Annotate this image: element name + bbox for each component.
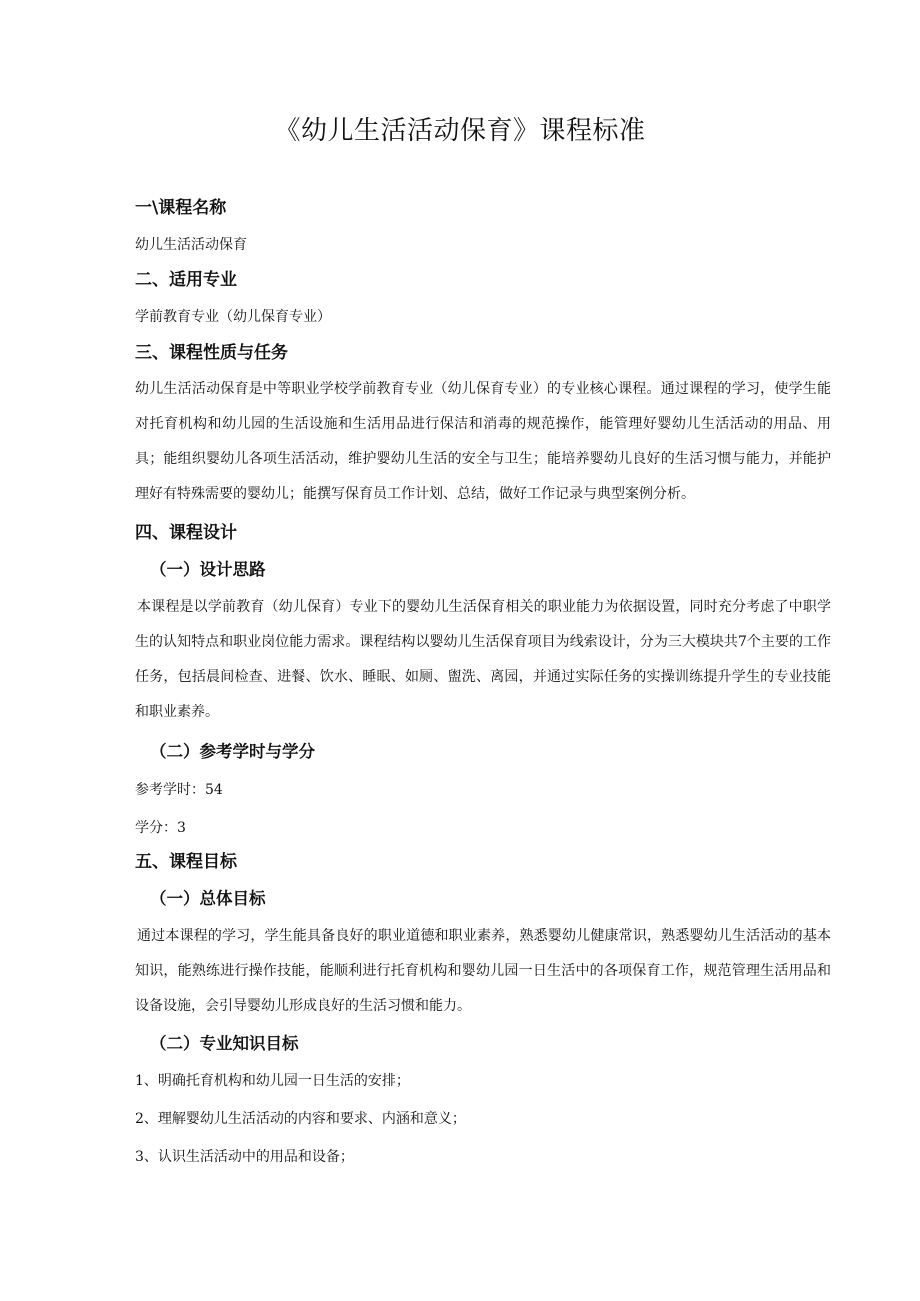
subsection-heading-design-ideas: （一）设计思路 (150, 560, 266, 579)
subsection-heading-overall-objective: （一）总体目标 (150, 889, 266, 908)
credits-text: 学分：3 (135, 820, 186, 836)
applicable-major-text: 学前教育专业（幼儿保育专业） (135, 309, 331, 325)
course-nature-paragraph (135, 372, 831, 512)
section-heading-applicable-major: 二、适用专业 (135, 270, 237, 290)
knowledge-objective-item: 3、认识生活活动中的用品和设备； (135, 1149, 354, 1165)
section-heading-course-objectives: 五、课程目标 (135, 852, 237, 872)
course-name-text: 幼儿生活活动保育 (135, 237, 247, 253)
knowledge-objective-item: 2、理解婴幼儿生活活动的内容和要求、内涵和意义； (135, 1111, 466, 1127)
subsection-heading-knowledge-objectives: （二）专业知识目标 (150, 1034, 299, 1053)
knowledge-objective-item: 1、明确托育机构和幼儿园一日生活的安排； (135, 1073, 410, 1089)
section-heading-course-name: 一\课程名称 (135, 198, 227, 218)
overall-objective-paragraph (135, 919, 831, 1024)
subsection-heading-hours-credits: （二）参考学时与学分 (150, 742, 315, 761)
section-heading-course-design: 四、课程设计 (135, 523, 237, 543)
course-nature-text: 幼儿生活活动保育是中等职业学校学前教育专业（幼儿保育专业）的专业核心课程。通过课程的学习，使学生能对托育机构和幼儿园的生活设施和生活用品进行保洁和消毒的规范操作，能管理好婴幼儿生活活动的用品、用具；能组织婴幼儿各项生活活动，维护婴幼儿生活的安全与卫生；能培养婴幼儿良好的生活习惯与能力，并能护理好有特殊需要的婴幼儿；能撰写保育员工作计划、总结，做好工作记录与典型案例分析。 (135, 381, 831, 502)
design-ideas-paragraph (135, 590, 831, 730)
section-heading-course-nature: 三、课程性质与任务 (135, 343, 288, 363)
document-title: 《幼儿生活活动保育》课程标准 (274, 116, 646, 146)
overall-objective-text: 通过本课程的学习，学生能具备良好的职业道德和职业素养，熟悉婴幼儿健康常识，熟悉婴幼儿生活活动的基本知识，能熟练进行操作技能，能顺利进行托育机构和婴幼儿园一日生活中的各项保育工作，规范管理生活用品和设备设施，会引导婴幼儿形成良好的生活习惯和能力。 (135, 928, 831, 1014)
reference-hours-text: 参考学时：54 (135, 782, 223, 798)
design-ideas-text: 本课程是以学前教育（幼儿保育）专业下的婴幼儿生活保育相关的职业能力为依据设置，同时充分考虑了中职学生的认知特点和职业岗位能力需求。课程结构以婴幼儿生活保育项目为线索设计，分为三大模块共7个主要的工作任务，包括晨间检查、进餐、饮水、睡眠、如厕、盥洗、离园，并通过实际任务的实操训练提升学生的专业技能和职业素养。 (135, 599, 831, 720)
